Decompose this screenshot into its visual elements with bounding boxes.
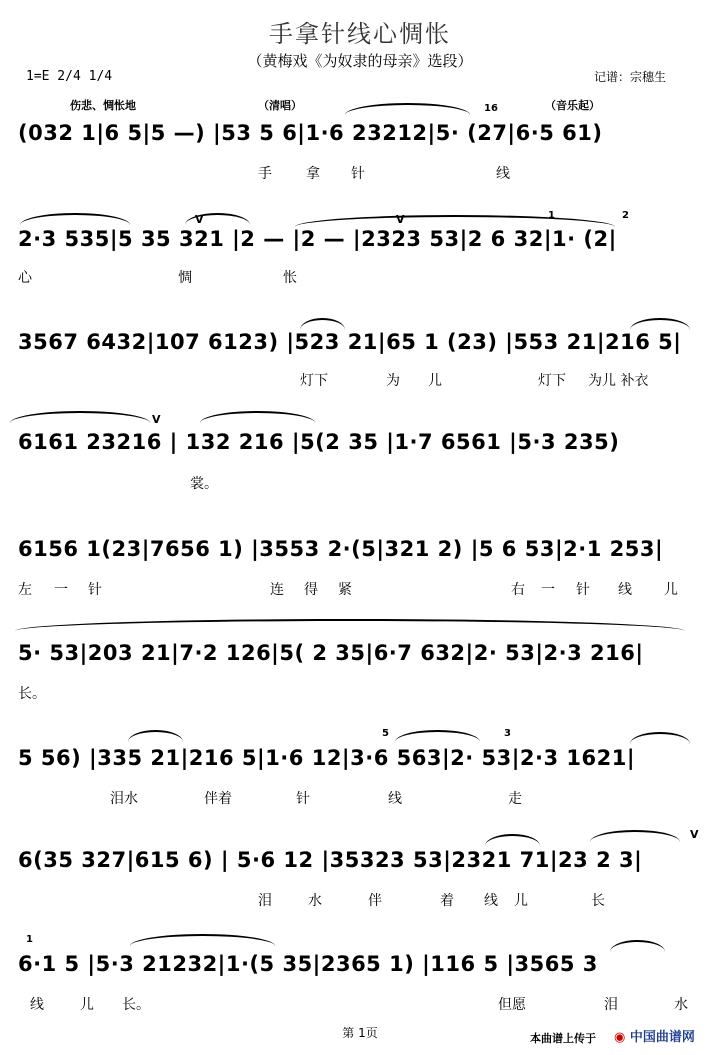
upload-credit: 本曲谱上传于 — [530, 1032, 596, 1045]
slur — [10, 411, 150, 423]
lyric: 手 — [258, 166, 272, 182]
lyric: 泪 — [604, 997, 618, 1013]
logo-text: 中国曲谱网 — [629, 1030, 695, 1045]
lyric: 线 — [30, 997, 44, 1013]
lyric: 长 — [591, 893, 605, 909]
slur — [345, 103, 470, 115]
slur — [200, 411, 315, 423]
slur — [610, 940, 665, 952]
slur — [15, 619, 685, 631]
breath-mark: V — [152, 413, 161, 426]
slur — [128, 730, 183, 742]
slur — [630, 732, 690, 744]
lyric: 但愿 — [498, 997, 526, 1013]
slur — [295, 215, 615, 227]
lyric: 泪水 — [110, 791, 138, 807]
page-number: 第 1页 — [342, 1026, 378, 1040]
lyric: 针 — [576, 582, 590, 598]
lyric: 惆 — [178, 270, 192, 286]
lyric: 水 — [674, 997, 688, 1013]
lyric: 线 — [484, 893, 498, 909]
notation-line: 5 56) |335 21|216 5|1·6 12|3·6 563|2· 53|2·3 1621| — [18, 746, 636, 770]
lyric: 线 — [388, 791, 402, 807]
performance-mark: （清唱） — [258, 99, 302, 112]
slur — [630, 318, 690, 330]
score-subtitle: （黄梅戏《为奴隶的母亲》选段） — [247, 52, 473, 70]
lyric: 泪 — [258, 893, 272, 909]
grace-note-mark: 16 — [484, 103, 498, 114]
grace-note-mark: 1 — [26, 934, 33, 945]
breath-mark: V — [195, 213, 204, 226]
lyric: 一 — [541, 582, 555, 598]
breath-mark: V — [396, 213, 405, 226]
lyric: 灯下 — [538, 373, 566, 389]
lyric: 心 — [18, 270, 32, 286]
lyric: 一 — [54, 582, 68, 598]
lyric: 儿 — [664, 582, 678, 598]
grace-note-mark: 3 — [504, 728, 511, 739]
performance-mark: （音乐起） — [545, 99, 600, 112]
notation-line: 6156 1(23|7656 1) |3553 2·(5|321 2) |5 6 53|2·1 253| — [18, 537, 664, 561]
lyric: 得 — [304, 582, 318, 598]
lyric: 左 — [18, 582, 32, 598]
lyric: 儿 — [80, 997, 94, 1013]
lyric: 伴着 — [204, 791, 232, 807]
lyric: 线 — [496, 166, 510, 182]
notation-line: 6·1 5 |5·3 21232|1·(5 35|2365 1) |116 5 |3565 3 — [18, 952, 598, 976]
notation-line: 6(35 327|615 6) | 5·6 12 |35323 53|2321 71|23 2 3| — [18, 848, 643, 872]
slur — [590, 830, 680, 842]
slur — [130, 934, 275, 946]
notation-line: 6161 23216 | 132 216 |5(2 35 |1·7 6561 |5·3 235) — [18, 430, 620, 454]
slur — [485, 834, 540, 846]
lyric: 儿 — [428, 373, 442, 389]
site-logo[interactable] — [614, 1026, 695, 1045]
lyric: 拿 — [306, 166, 320, 182]
lyric: 右 — [511, 582, 525, 598]
lyric: 长。 — [18, 686, 46, 702]
lyric: 针 — [351, 166, 365, 182]
lyric: 长。 — [122, 997, 150, 1013]
notation-line: (032 1|6 5|5 —) |53 5 6|1·6 23212|5· (27|6·5 61) — [18, 121, 603, 145]
lyric: 怅 — [283, 270, 297, 286]
transcriber-credit: 记谱：宗穗生 — [594, 70, 667, 84]
lyric: 灯下 — [300, 373, 328, 389]
lyric: 着 — [440, 893, 454, 909]
lyric: 紧 — [338, 582, 352, 598]
lyric: 针 — [296, 791, 310, 807]
key-signature: 1=E 2/4 1/4 — [26, 69, 113, 84]
logo-icon: ◉ — [614, 1030, 626, 1045]
notation-line: 2·3 535|5 35 321 |2 — |2 — |2323 53|2 6 32|1· (2| — [18, 227, 617, 251]
lyric: 为儿 补衣 — [588, 373, 649, 389]
lyric: 针 — [88, 582, 102, 598]
notation-line: 5· 53|203 21|7·2 126|5( 2 35|6·7 632|2· 53|2·3 216| — [18, 641, 644, 665]
slur — [395, 730, 480, 742]
lyric: 儿 — [514, 893, 528, 909]
lyric: 裳。 — [190, 476, 218, 492]
grace-note-mark: 2 — [622, 210, 629, 221]
notation-line: 3567 6432|107 6123) |523 21|65 1 (23) |553 21|216 5| — [18, 330, 682, 354]
score-title: 手拿针线心惆怅 — [269, 20, 451, 48]
breath-mark: V — [690, 828, 699, 841]
lyric: 连 — [270, 582, 284, 598]
lyric: 伴 — [368, 893, 382, 909]
lyric: 水 — [308, 893, 322, 909]
grace-note-mark: 5 — [382, 728, 389, 739]
slur — [20, 213, 130, 225]
slur — [300, 318, 345, 330]
lyric: 线 — [618, 582, 632, 598]
lyric: 走 — [508, 791, 522, 807]
lyric: 为 — [386, 373, 400, 389]
expression-mark: 伤悲、惆怅地 — [70, 99, 136, 112]
grace-note-mark: 1 — [548, 210, 555, 221]
